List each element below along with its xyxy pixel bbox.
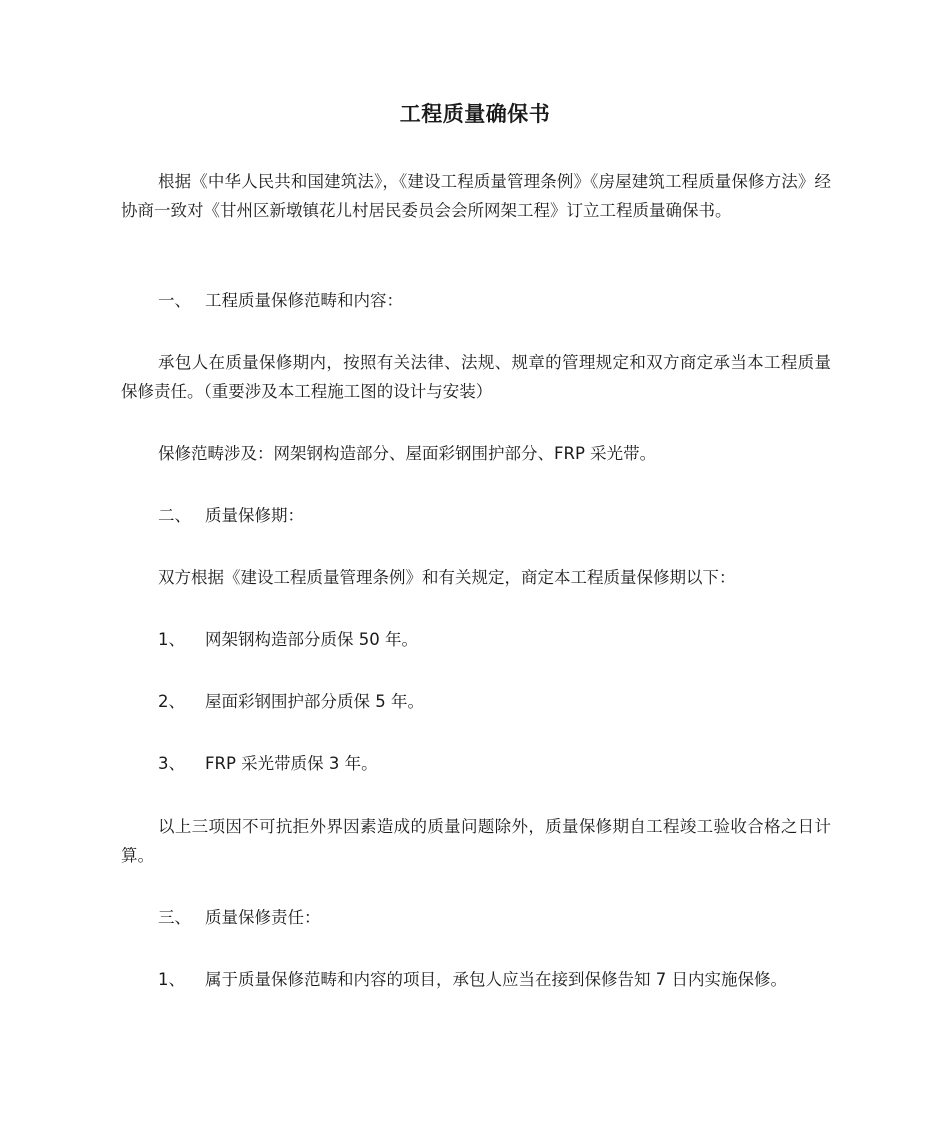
warranty-item-number: 3、: [158, 754, 185, 773]
section-1-number: 一、: [158, 291, 191, 310]
responsibility-item: [158, 966, 838, 994]
intro-paragraph: 根据《中华人民共和国建筑法》，《建设工程质量管理条例》《房屋建筑工程质量保修方法》经协商一致对《甘州区新墩镇花儿村居民委员会会所网架工程》订立工程质量确保书。: [121, 172, 831, 220]
section-2-heading: [158, 502, 838, 530]
responsibility-item-number: 1、: [158, 970, 185, 989]
section-1-scope: 保修范畴涉及：网架钢构造部分、屋面彩钢围护部分、FRP 采光带。: [158, 444, 657, 463]
section-1-title: 工程质量保修范畴和内容：: [205, 291, 403, 310]
warranty-item-text: FRP 采光带质保 3 年。: [205, 754, 378, 773]
warranty-item-number: 1、: [158, 630, 185, 649]
section-1-body: 承包人在质量保修期内，按照有关法律、法规、规章的管理规定和双方商定承当本工程质量保修责任。（重要涉及本工程施工图的设计与安装）: [121, 353, 831, 401]
warranty-item: [158, 750, 838, 778]
responsibility-item-text: 属于质量保修范畴和内容的项目，承包人应当在接到保修告知 7 日内实施保修。: [205, 970, 787, 989]
section-2-note: 以上三项因不可抗拒外界因素造成的质量问题除外，质量保修期自工程竣工验收合格之日计算。: [121, 817, 831, 865]
section-1-heading: [158, 287, 838, 315]
section-2-body: 双方根据《建设工程质量管理条例》和有关规定，商定本工程质量保修期以下：: [158, 568, 736, 587]
section-3-number: 三、: [158, 908, 191, 927]
warranty-item: [158, 688, 838, 716]
document-title: 工程质量确保书: [399, 102, 551, 126]
warranty-item: [158, 626, 838, 654]
warranty-item-number: 2、: [158, 692, 185, 711]
section-2-title: 质量保修期：: [205, 506, 304, 525]
section-3-title: 质量保修责任：: [205, 908, 321, 927]
warranty-item-text: 网架钢构造部分质保 50 年。: [205, 630, 418, 649]
section-3-heading: [158, 904, 838, 932]
section-2-number: 二、: [158, 506, 191, 525]
warranty-item-text: 屋面彩钢围护部分质保 5 年。: [205, 692, 424, 711]
